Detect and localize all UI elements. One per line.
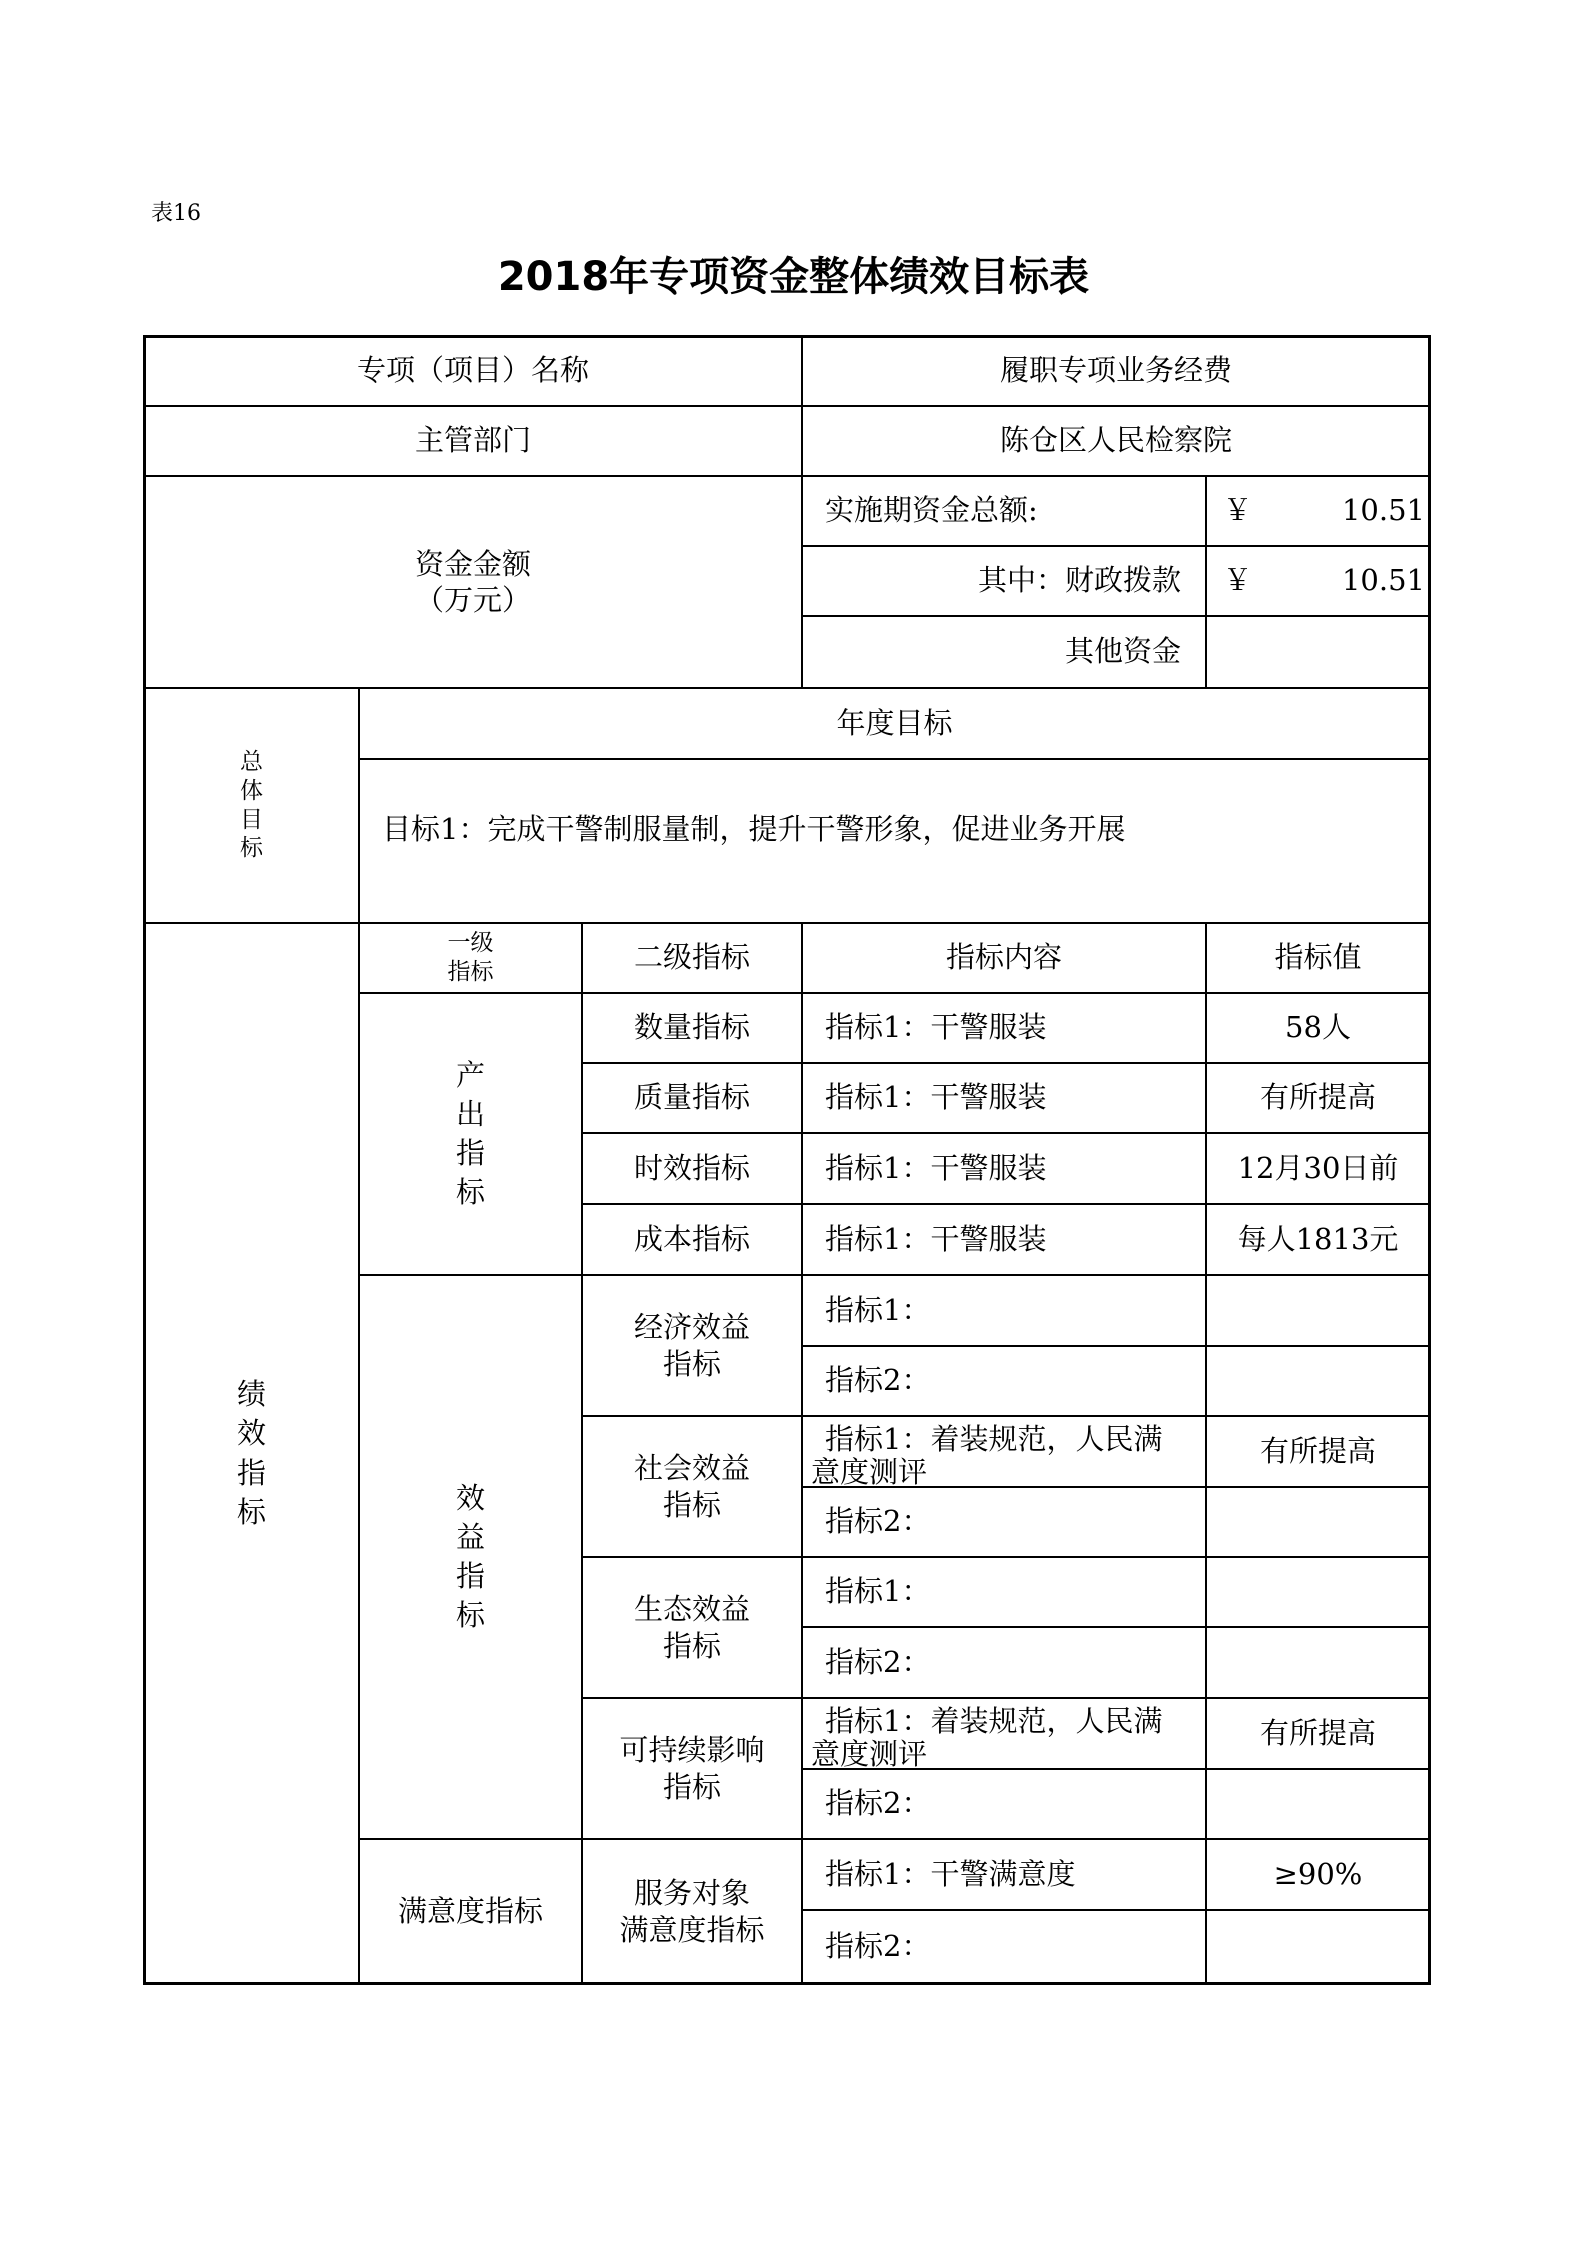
social-benefit-line1: 社会效益 (633, 1451, 750, 1486)
benefit-indicators-char: 指 (455, 1559, 485, 1593)
benefit-indicators-label (358, 1274, 583, 1840)
output-row-level2: 成本指标 (581, 1203, 803, 1276)
ecological-benefit-label (581, 1556, 803, 1699)
economic-benefit-value-1 (1205, 1274, 1431, 1347)
ecological-benefit-line2: 指标 (662, 1628, 721, 1663)
service-satisfaction-line2: 满意度指标 (619, 1912, 765, 1947)
header-level1-line1: 一级 (447, 930, 494, 957)
satisfaction-content-2: 指标2： (801, 1909, 1207, 1985)
sustainable-impact-value-1: 有所提高 (1205, 1697, 1431, 1770)
satisfaction-indicators-label: 满意度指标 (358, 1838, 583, 1985)
service-satisfaction-line1: 服务对象 (633, 1876, 750, 1911)
benefit-indicators-char: 标 (455, 1598, 485, 1633)
sustainable-impact-line2: 指标 (662, 1769, 721, 1804)
output-row-content: 指标1：干警服装 (801, 1062, 1207, 1134)
funds-label-line1: 资金金额 (414, 546, 531, 581)
annual-goal-text: 目标1：完成干警制服量制，提升干警形象，促进业务开展 (358, 758, 1431, 924)
output-indicators-char: 出 (455, 1096, 485, 1131)
header-level1-line2: 指标 (447, 959, 494, 985)
sustainable-impact-content-1 (801, 1697, 1207, 1770)
header-value: 指标值 (1205, 922, 1431, 994)
ecological-benefit-value-2 (1205, 1626, 1431, 1699)
funds-label-line2: （万元） (414, 583, 531, 617)
output-row-value: 每人1813元 (1205, 1203, 1431, 1276)
output-row-level2: 时效指标 (581, 1132, 803, 1205)
performance-indicators-char: 标 (236, 1494, 266, 1529)
overall-goal-char: 标 (240, 835, 263, 862)
table-number: 表16 (151, 201, 201, 226)
overall-goal-char: 目 (240, 806, 263, 833)
funds-label (143, 475, 803, 689)
output-indicators-char: 标 (455, 1175, 485, 1210)
total-funds-label: 实施期资金总额: (801, 475, 1207, 547)
sustainable-impact-value-2 (1205, 1768, 1431, 1840)
ecological-benefit-content-1: 指标1： (801, 1556, 1207, 1628)
social-benefit-value-1: 有所提高 (1205, 1415, 1431, 1488)
output-row-value: 12月30日前 (1205, 1132, 1431, 1205)
social-benefit-content-2: 指标2： (801, 1486, 1207, 1558)
ecological-benefit-value-1 (1205, 1556, 1431, 1628)
social-benefit-content-line2: 意度测评 (811, 1455, 928, 1488)
fiscal-funds-value: 10.51 (1341, 563, 1425, 598)
other-funds-label: 其他资金 (801, 615, 1207, 689)
social-benefit-line2: 指标 (662, 1487, 721, 1522)
benefit-indicators-char: 效 (455, 1480, 485, 1515)
header-level2: 二级指标 (581, 922, 803, 994)
output-row-content: 指标1：干警服装 (801, 1203, 1207, 1276)
performance-indicators-char: 绩 (236, 1377, 266, 1412)
page-title: 2018年专项资金整体绩效目标表 (497, 254, 1090, 300)
social-benefit-content-line1: 指标1：着装规范，人民满 (825, 1422, 1163, 1456)
total-funds-value: 10.51 (1341, 493, 1425, 528)
fiscal-funds-amount (1205, 545, 1431, 617)
sustainable-impact-content-line2: 意度测评 (811, 1737, 928, 1770)
header-content: 指标内容 (801, 922, 1207, 994)
sustainable-impact-content-line1: 指标1：着装规范，人民满 (825, 1704, 1163, 1738)
department-label: 主管部门 (143, 405, 803, 477)
output-indicators-label (358, 992, 583, 1276)
output-row-value: 有所提高 (1205, 1062, 1431, 1134)
benefit-indicators-char: 益 (455, 1519, 485, 1554)
economic-benefit-label (581, 1274, 803, 1417)
sustainable-impact-label (581, 1697, 803, 1840)
sustainable-impact-line1: 可持续影响 (619, 1733, 765, 1768)
overall-goal-label (143, 687, 360, 924)
total-funds-amount (1205, 475, 1431, 547)
ecological-benefit-content-2: 指标2： (801, 1626, 1207, 1699)
economic-benefit-content-1: 指标1： (801, 1274, 1207, 1347)
social-benefit-content-1 (801, 1415, 1207, 1488)
fiscal-funds-currency: ￥ (1223, 563, 1253, 598)
output-row-level2: 数量指标 (581, 992, 803, 1064)
performance-indicators-char: 指 (236, 1455, 266, 1490)
output-indicators-char: 产 (455, 1057, 485, 1092)
output-row-value: 58人 (1205, 992, 1431, 1064)
department-value: 陈仓区人民检察院 (801, 405, 1431, 477)
header-level1 (358, 922, 583, 994)
economic-benefit-line1: 经济效益 (633, 1310, 750, 1345)
annual-goal-label: 年度目标 (358, 687, 1431, 760)
other-funds-value (1205, 615, 1431, 689)
performance-indicators-label (143, 922, 360, 1985)
sustainable-impact-content-2: 指标2： (801, 1768, 1207, 1840)
output-row-content: 指标1：干警服装 (801, 1132, 1207, 1205)
total-funds-currency: ￥ (1223, 493, 1253, 528)
fiscal-funds-label: 其中：财政拨款 (801, 545, 1207, 617)
satisfaction-value-2 (1205, 1909, 1431, 1985)
economic-benefit-line2: 指标 (662, 1346, 721, 1381)
satisfaction-value-1: ≥90% (1205, 1838, 1431, 1911)
output-row-content: 指标1：干警服装 (801, 992, 1207, 1064)
project-name-value: 履职专项业务经费 (801, 335, 1431, 407)
overall-goal-char: 总 (240, 749, 263, 775)
performance-indicators-char: 效 (236, 1416, 266, 1451)
output-row-level2: 质量指标 (581, 1062, 803, 1134)
output-indicators-char: 指 (455, 1136, 485, 1170)
service-satisfaction-label (581, 1838, 803, 1985)
overall-goal-char: 体 (240, 777, 263, 804)
project-name-label: 专项（项目）名称 (143, 335, 803, 407)
social-benefit-label (581, 1415, 803, 1558)
economic-benefit-value-2 (1205, 1345, 1431, 1417)
ecological-benefit-line1: 生态效益 (633, 1592, 750, 1627)
economic-benefit-content-2: 指标2： (801, 1345, 1207, 1417)
social-benefit-value-2 (1205, 1486, 1431, 1558)
satisfaction-content-1: 指标1：干警满意度 (801, 1838, 1207, 1911)
